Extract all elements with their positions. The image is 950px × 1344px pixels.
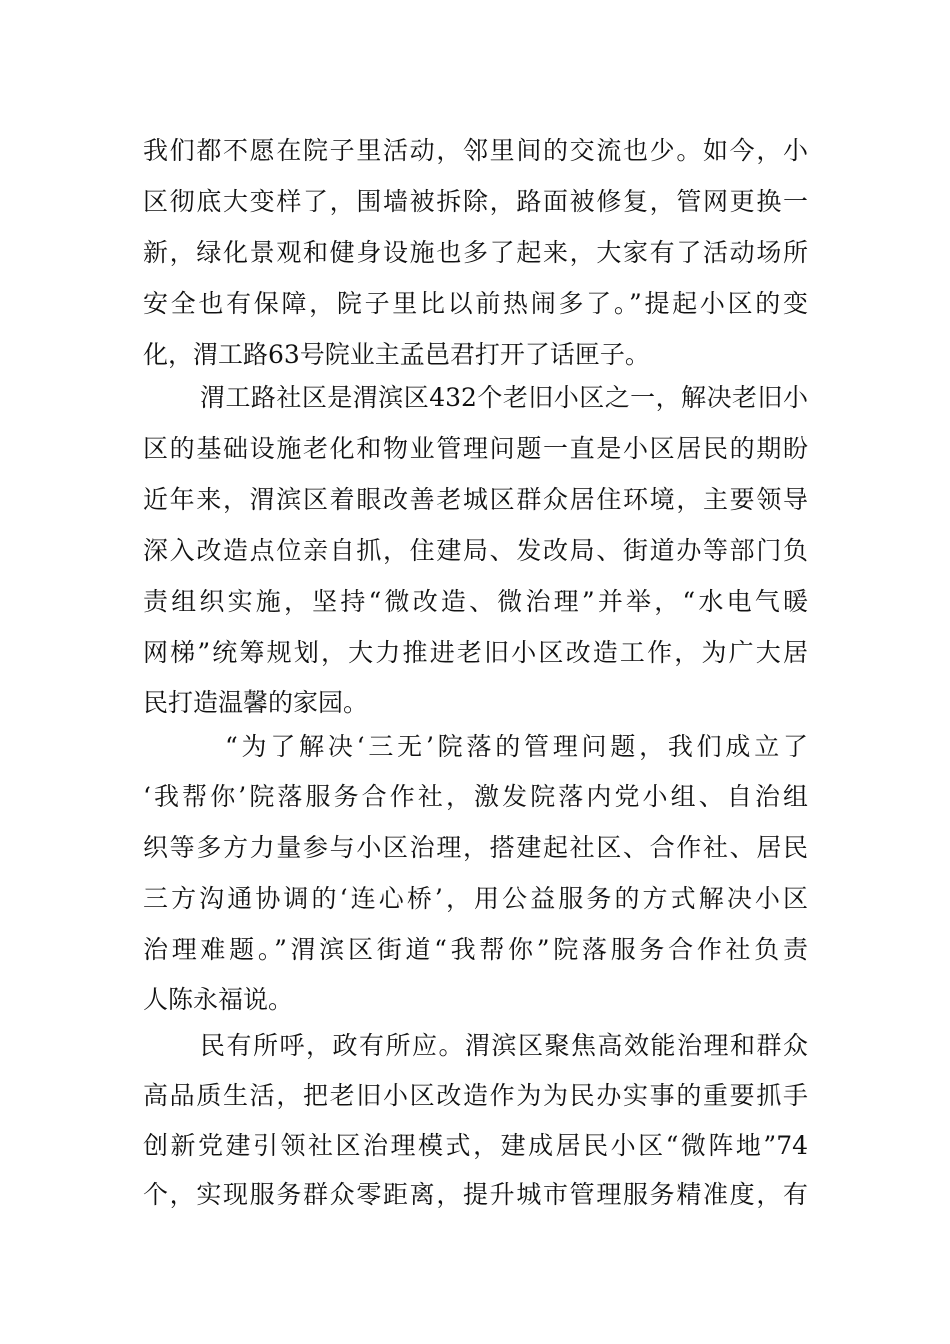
- text-line: 高品质生活，把老旧小区改造作为为民办实事的重要抓手: [143, 1081, 808, 1110]
- text-line: 责组织实施，坚持“微改造、微治理”并举，“水电气暖: [143, 587, 808, 616]
- text-line: 化，渭工路63号院业主孟邑君打开了话匣子。: [143, 340, 650, 369]
- text-line: 民打造温馨的家园。: [143, 688, 369, 717]
- text-line: 深入改造点位亲自抓，住建局、发改局、街道办等部门负: [143, 536, 808, 565]
- text-line: 创新党建引领社区治理模式，建成居民小区“微阵地”74: [143, 1131, 809, 1160]
- text-line: 个，实现服务群众零距离，提升城市管理服务精准度，有: [143, 1180, 808, 1209]
- text-line: 民有所呼，政有所应。渭滨区聚焦高效能治理和群众: [200, 1031, 808, 1060]
- text-line: 区的基础设施老化和物业管理问题一直是小区居民的期盼: [143, 434, 808, 463]
- text-line: 新，绿化景观和健身设施也多了起来，大家有了活动场所: [143, 238, 808, 267]
- text-line: 近年来，渭滨区着眼改善老城区群众居住环境，主要领导: [143, 485, 808, 514]
- text-line: 三方沟通协调的‘连心桥’，用公益服务的方式解决小区: [143, 884, 808, 913]
- text-line: 织等多方力量参与小区治理，搭建起社区、合作社、居民: [143, 833, 808, 862]
- text-line: ‘我帮你’院落服务合作社，激发院落内党小组、自治组: [143, 782, 808, 811]
- text-line: 人陈永福说。: [143, 985, 294, 1014]
- text-line: 安全也有保障，院子里比以前热闹多了。”提起小区的变: [143, 289, 808, 318]
- text-line: “为了解决‘三无’院落的管理问题，我们成立了: [225, 732, 808, 761]
- text-line: 网梯”统筹规划，大力推进老旧小区改造工作，为广大居: [143, 638, 808, 667]
- text-line: 渭工路社区是渭滨区432个老旧小区之一，解决老旧小: [200, 383, 808, 412]
- text-line: 治理难题。”渭滨区街道“我帮你”院落服务合作社负责: [143, 935, 808, 964]
- text-line: 区彻底大变样了，围墙被拆除，路面被修复，管网更换一: [143, 187, 808, 216]
- text-line: 我们都不愿在院子里活动，邻里间的交流也少。如今，小: [143, 136, 808, 165]
